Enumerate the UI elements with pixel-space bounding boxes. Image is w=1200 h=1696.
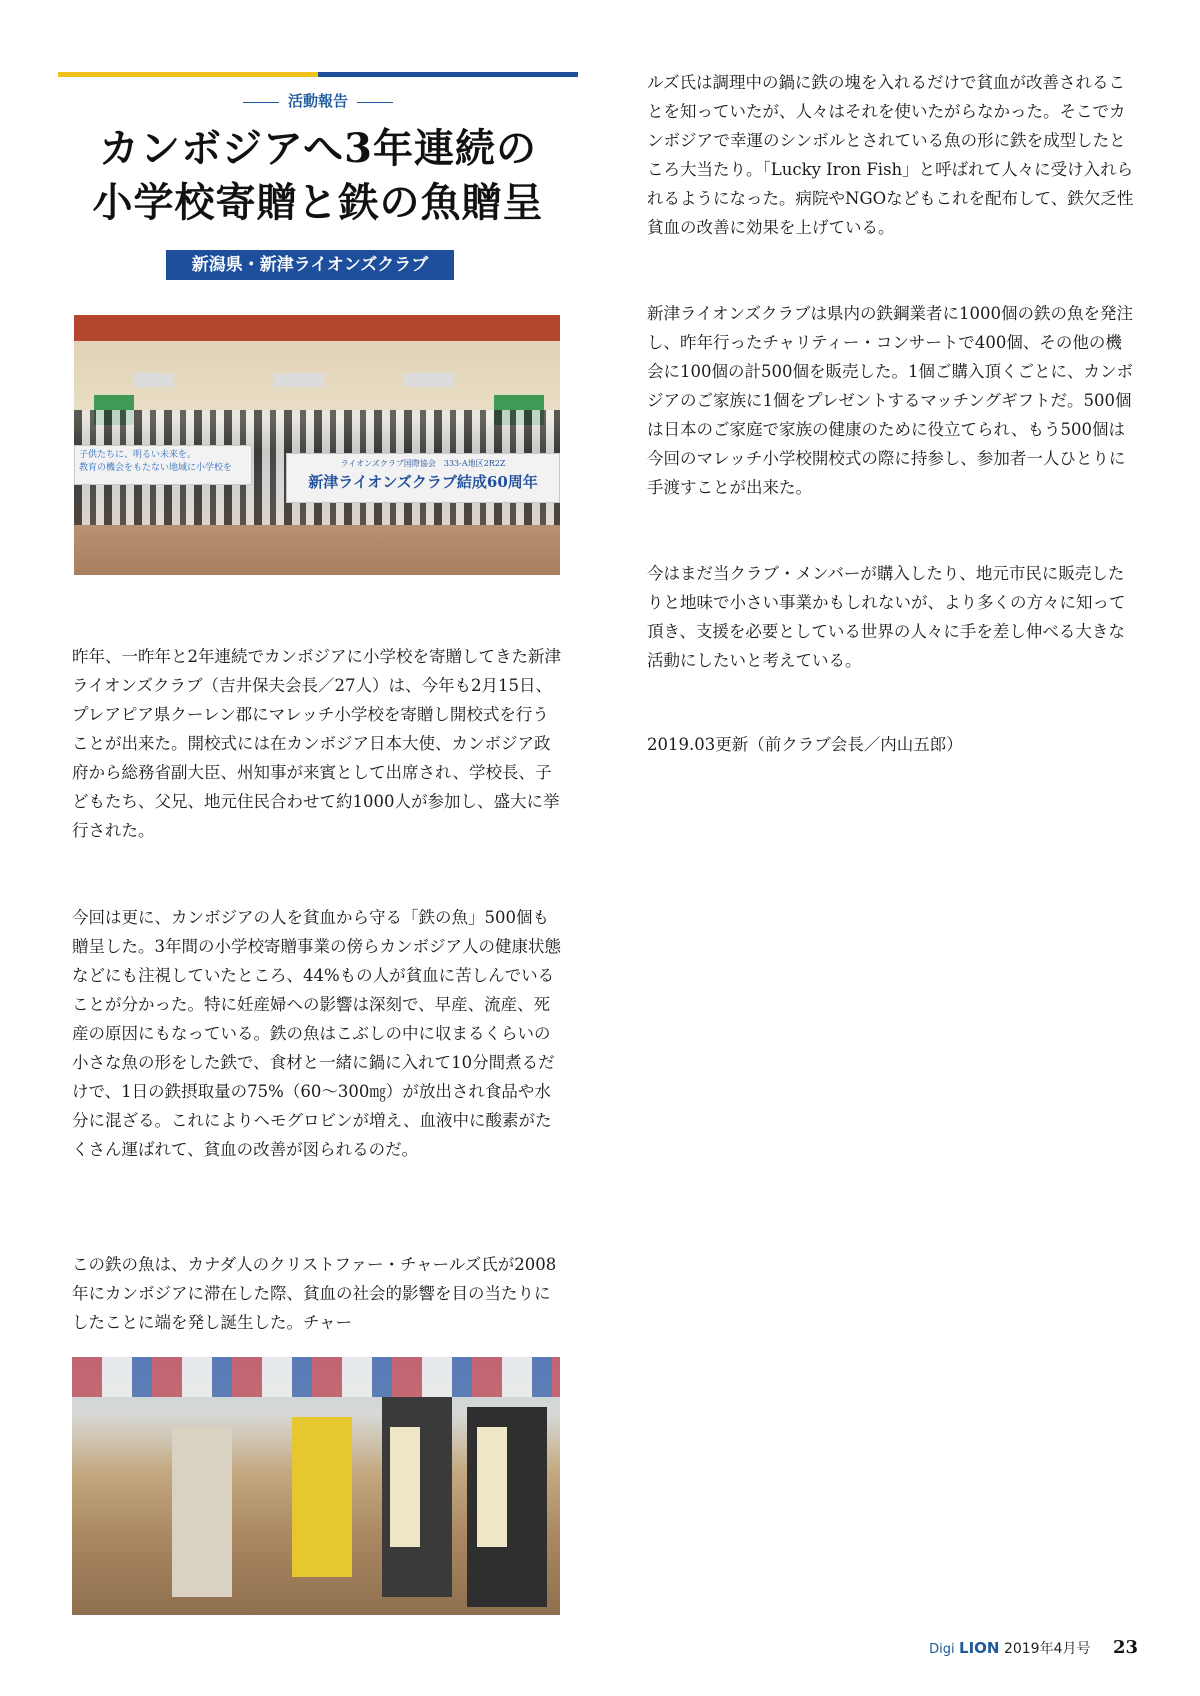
photo-tent-canopy (72, 1357, 560, 1397)
paragraph-1: 昨年、一昨年と2年連続でカンボジアに小学校を寄贈してきた新津ライオンズクラブ（吉井保夫会長／27人）は、今年も2月15日、プレアピア県クーレン郡にマレッチ小学校を寄贈し開校式を行うことが出来た。開校式には在カンボジア日本大使、カンボジア政府から総務省副大臣、州知事が来賓として出席され、学校長、子どもたち、父兄、地元住民合わせて約1000人が参加し、盛大に挙行された。 (72, 647, 561, 840)
page-footer (929, 1637, 1138, 1658)
section-rule-left (243, 102, 279, 103)
photo-window (404, 373, 454, 387)
section-label-text: 活動報告 (287, 92, 348, 110)
footer-digi: Digi (929, 1642, 955, 1657)
article-title (58, 122, 578, 230)
paragraph-6: 今はまだ当クラブ・メンバーが購入したり、地元市民に販売したりと地味で小さい事業かもしれないが、より多くの方々に知って頂き、支援を必要としている世界の人々に手を差し伸べる大きな活動にしたいと考えている。 (647, 564, 1126, 670)
section-label (58, 90, 578, 111)
club-tag: 新潟県・新津ライオンズクラブ (166, 250, 454, 280)
banner-main-text: 新津ライオンズクラブ結成60周年 (308, 473, 538, 491)
photo-banner-main (286, 453, 560, 503)
photo-person (172, 1427, 232, 1597)
iron-fish-presentation-photo (72, 1357, 560, 1615)
paragraph-3: この鉄の魚は、カナダ人のクリストファー・チャールズ氏が2008年にカンボジアに滞在した際、貧血の社会的影響を目の当たりにしたことに端を発し誕生した。チャー (72, 1255, 557, 1332)
accent-bar-blue (318, 72, 578, 77)
photo-window (134, 373, 174, 387)
photo-garland (390, 1427, 420, 1547)
paragraph-4: ルズ氏は調理中の鍋に鉄の塊を入れるだけで貧血が改善されることを知っていたが、人々はそれを使いたがらなかった。そこでカンボジアで幸運のシンボルとされている魚の形に鉄を成型したところ大当たり。「Lucky Iron Fish」と呼ばれて人々に受け入れられるようになった。病院やNGOなどもこれを配布して、鉄欠乏性貧血の改善に効果を上げている。 (647, 73, 1134, 237)
photo-person-yellow-vest (292, 1417, 352, 1577)
banner-main-small: ライオンズクラブ国際協会 333-A地区2R2Z (340, 459, 506, 468)
section-rule-right (357, 102, 393, 103)
paragraph-2: 今回は更に、カンボジアの人を貧血から守る「鉄の魚」500個も贈呈した。3年間の小学校寄贈事業の傍らカンボジア人の健康状態などにも注視していたところ、44%もの人が貧血に苦しんでいることが分かった。特に妊産婦への影響は深刻で、早産、流産、死産の原因にもなっている。鉄の魚はこぶしの中に収まるくらいの小さな魚の形をした鉄で、食材と一緒に鍋に入れて10分間煮るだけで、1日の鉄摂取量の75%（60〜300㎎）が放出され食品や水分に混ざる。これによりヘモグロビンが増え、血液中に酸素がたくさん運ばれて、貧血の改善が図られるのだ。 (72, 908, 561, 1159)
photo-garland (477, 1427, 507, 1547)
title-line-1: カンボジアへ3年連続の (98, 125, 538, 172)
byline: 2019.03更新（前クラブ会長／内山五郎） (647, 735, 963, 754)
page-number: 23 (1112, 1637, 1138, 1658)
photo-banner-left (74, 445, 252, 485)
footer-issue: 2019年4月号 (1003, 1641, 1091, 1657)
photo-roof (74, 315, 560, 341)
footer-lion: LION (959, 1639, 1000, 1657)
title-line-2: 小学校寄贈と鉄の魚贈呈 (92, 179, 544, 226)
photo-window (274, 373, 324, 387)
paragraph-5: 新津ライオンズクラブは県内の鉄鋼業者に1000個の鉄の魚を発注し、昨年行ったチャリティー・コンサートで400個、その他の機会に100個の計500個を販売した。1個ご購入頂くごとに、カンボジアのご家族に1個をプレゼントするマッチングギフトだ。500個は日本のご家庭で家族の健康のために役立てられ、もう500個は今回のマレッチ小学校開校式の際に持参し、参加者一人ひとりに手渡すことが出来た。 (647, 304, 1134, 497)
banner-left-line-1: 子供たちに、明るい未来を。 (79, 450, 197, 460)
accent-bar-yellow (58, 72, 318, 77)
top-accent-bar (58, 72, 578, 77)
school-ceremony-photo (74, 315, 560, 575)
banner-left-line-2: 教育の機会をもたない地域に小学校を (79, 463, 233, 473)
